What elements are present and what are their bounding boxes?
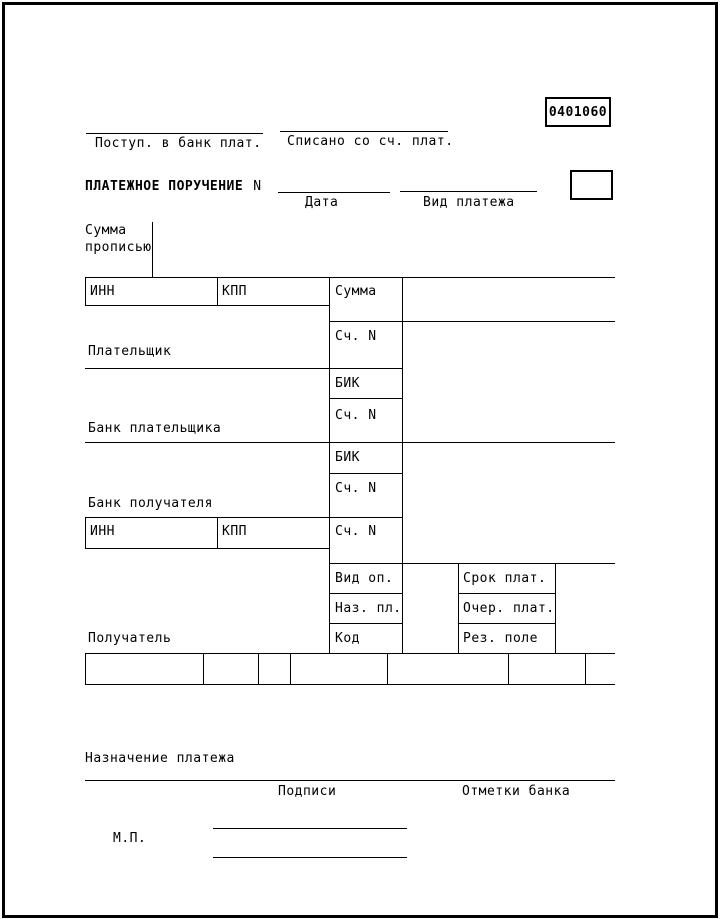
document-title-text: ПЛАТЕЖНОЕ ПОРУЧЕНИЕ [85, 179, 244, 194]
payer-inn-row-bottom-line [85, 305, 329, 306]
amount-label: Сумма [335, 284, 377, 299]
payee-bank-bik-label: БИК [335, 450, 360, 465]
payee-inn-row-left-line [85, 517, 86, 548]
payee-bank-account-label: Сч. N [335, 481, 377, 496]
payee-inn-label: ИНН [90, 524, 115, 539]
payee-bank-label: Банк получателя [88, 496, 213, 511]
payment-purpose-label: Назначение платежа [85, 751, 235, 766]
date-field-line [278, 192, 390, 193]
payee-bank-row-bottom-line [85, 517, 402, 518]
purpose-code-label: Наз. пл. [335, 601, 402, 616]
op-kind-label: Вид оп. [335, 571, 394, 586]
due-date-label: Срок плат. [463, 571, 547, 586]
budget-cell-divider-4 [387, 653, 388, 684]
budget-cells-left-line [85, 653, 86, 684]
payer-row-bottom-line [85, 368, 402, 369]
label-column-left-line [329, 277, 330, 654]
budget-cell-divider-5 [508, 653, 509, 684]
budget-cell-divider-1 [203, 653, 204, 684]
due-date-box-right-line [555, 563, 556, 653]
document-title [85, 180, 262, 193]
amount-in-words-divider [152, 222, 153, 277]
bank-marks-label: Отметки банка [462, 784, 571, 799]
label-column-right-line [402, 277, 403, 654]
code-label: Код [335, 631, 360, 646]
received-at-bank-field-line [86, 133, 263, 134]
payer-kpp-label: КПП [222, 284, 247, 299]
purpose-bottom-line [85, 780, 615, 781]
date-label: Дата [305, 195, 339, 210]
payee-label: Получатель [88, 631, 172, 646]
budget-cell-divider-6 [585, 653, 586, 684]
payer-label: Плательщик [88, 344, 172, 359]
payee-kpp-label: КПП [222, 524, 247, 539]
signature-line-1 [213, 828, 407, 829]
amount-row-bottom-line [329, 321, 615, 322]
budget-cell-divider-3 [290, 653, 291, 684]
signatures-label: Подписи [278, 784, 337, 799]
payment-kind-field-line [400, 191, 537, 192]
due-date-box-left-line [458, 563, 459, 653]
document-number-sign: N [253, 179, 262, 194]
form-code-box [545, 97, 611, 127]
signature-line-2 [213, 857, 407, 858]
payer-bank-bik-label: БИК [335, 376, 360, 391]
reserve-field-label: Рез. поле [463, 631, 538, 646]
amount-in-words-label-line2: прописью [85, 240, 152, 255]
payee-inn-row-bottom-line [85, 548, 329, 549]
due-date-bottom-line [458, 593, 556, 594]
payer-bank-label: Банк плательщика [88, 421, 222, 436]
payer-inn-label: ИНН [90, 284, 115, 299]
debited-from-account-field-line [280, 131, 448, 132]
op-kind-row-top-line [329, 563, 615, 564]
payer-bank-row-bottom-line [85, 442, 615, 443]
payer-account-label: Сч. N [335, 329, 377, 344]
priority-label: Очер. плат. [463, 601, 555, 616]
payer-inn-kpp-divider [217, 277, 218, 305]
priority-bottom-line [458, 623, 556, 624]
budget-cells-bottom-line [85, 684, 615, 685]
table-top-line [85, 277, 615, 278]
payer-inn-row-left-line [85, 277, 86, 305]
payee-account-label: Сч. N [335, 524, 377, 539]
op-kind-bottom-line [329, 593, 403, 594]
debited-from-account-label: Списано со сч. плат. [287, 134, 454, 149]
payee-row-bottom-line [85, 653, 615, 654]
payee-inn-kpp-divider [217, 517, 218, 548]
purpose-code-bottom-line [329, 623, 403, 624]
received-at-bank-label: Поступ. в банк плат. [95, 136, 262, 151]
form-code: 0401060 [548, 104, 608, 120]
payee-bank-bik-bottom-line [329, 473, 403, 474]
payment-kind-label: Вид платежа [423, 195, 515, 210]
payment-kind-box [570, 170, 613, 200]
budget-cell-divider-2 [258, 653, 259, 684]
payer-bank-account-label: Сч. N [335, 408, 377, 423]
amount-in-words-label-line1: Сумма [85, 223, 127, 238]
stamp-label: М.П. [113, 831, 147, 846]
payer-bank-bik-bottom-line [329, 398, 403, 399]
